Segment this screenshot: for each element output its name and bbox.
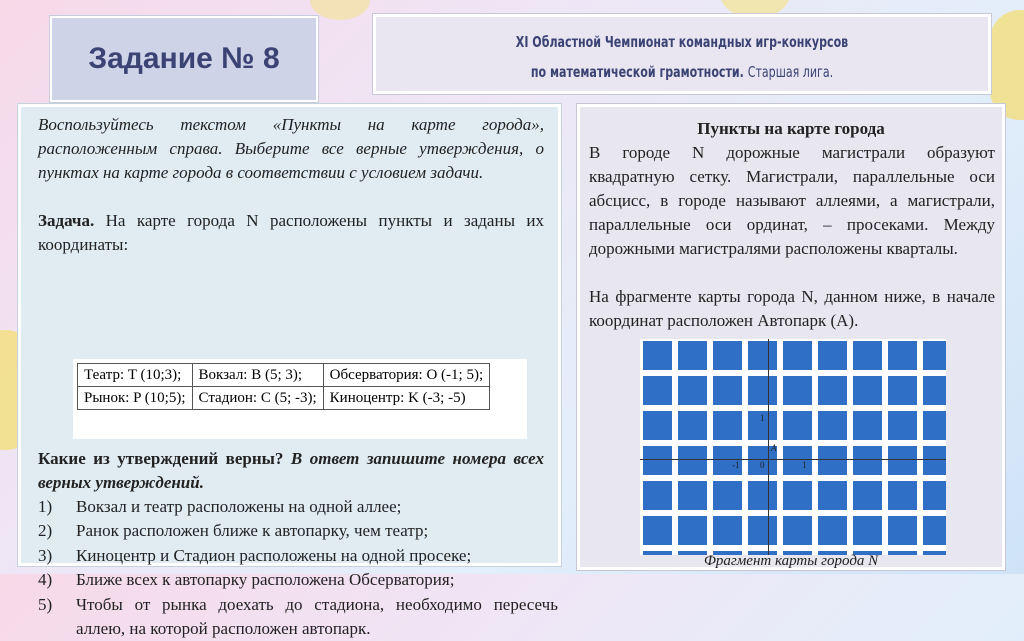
list-item [38, 519, 558, 543]
item-text: Ближе всех к автопарку расположена Обсерватория; [76, 570, 455, 590]
map-caption: Фрагмент карты города N [703, 553, 879, 569]
city-block [678, 516, 707, 545]
origin-label: 0 [760, 460, 765, 470]
city-block [818, 341, 847, 370]
header-line2 [431, 63, 933, 81]
city-block [923, 376, 946, 405]
city-block [643, 481, 672, 510]
table-cell: Вокзал: B (5; 3); [192, 364, 323, 387]
city-block [678, 376, 707, 405]
list-item [38, 568, 558, 592]
city-block [888, 446, 917, 475]
table-cell: Стадион: C (5; -3); [192, 387, 323, 410]
league-label: Старшая лига. [747, 63, 834, 81]
list-item [38, 495, 558, 519]
city-block [713, 341, 742, 370]
city-block [678, 411, 707, 440]
city-block [783, 516, 812, 545]
city-block [783, 411, 812, 440]
task-text: На карте города N расположены пункты и заданы их координаты: [38, 211, 545, 254]
city-block [853, 341, 882, 370]
item-number: 1) [38, 497, 53, 516]
info-paragraph-2: На фрагменте карты города N, данном ниже, в начале координат расположен Автопарк (А). [589, 287, 995, 330]
task-number-card [50, 16, 318, 102]
y-axis-line [768, 339, 769, 555]
city-block [818, 516, 847, 545]
table-row [78, 387, 490, 410]
city-block [853, 481, 882, 510]
item-number: 5) [38, 594, 53, 614]
city-block [643, 516, 672, 545]
city-block [923, 411, 946, 440]
task-statement [38, 209, 544, 257]
city-block [783, 376, 812, 405]
header-line1: XI Областной Чемпионат командных игр-конкурсов [515, 33, 849, 51]
championship-header [373, 14, 991, 94]
city-block [818, 481, 847, 510]
city-block [853, 446, 882, 475]
x-tick-label-pos: 1 [802, 460, 807, 470]
table-cell: Театр: T (10;3); [78, 364, 193, 387]
coordinates-table [77, 363, 490, 410]
city-block [818, 376, 847, 405]
city-block [783, 446, 812, 475]
city-block [853, 411, 882, 440]
autopark-label: A [771, 443, 777, 453]
city-block [888, 341, 917, 370]
list-item [38, 593, 558, 641]
list-item [38, 544, 558, 568]
decor-bubble [310, 0, 370, 20]
city-block [713, 516, 742, 545]
city-map-fragment [640, 339, 946, 555]
city-block [713, 481, 742, 510]
question-italic: В ответ запишите номера всех верных утверждений. [38, 449, 544, 492]
city-block [748, 341, 777, 370]
city-block [923, 481, 946, 510]
table-cell: Киноцентр: K (-3; -5) [323, 387, 489, 410]
city-map-info-card [577, 104, 1005, 570]
item-text: Киноцентр и Стадион расположены на одной просеке; [76, 545, 472, 565]
question-bold: Какие из утверждений верны? [38, 449, 284, 468]
x-axis-line [640, 459, 946, 460]
table-cell: Рынок: P (10;5); [78, 387, 193, 410]
city-block [818, 446, 847, 475]
item-text: Ранок расположен ближе к автопарку, чем театр; [76, 521, 429, 541]
city-block [923, 446, 946, 475]
info-paragraph-1: В городе N дорожные магистрали образуют квадратную сетку. Магистрали, параллельные оси абсцисс, в городе называют аллеями, а магистрали, параллельные оси ординат, – просеками. Между дорожными магистралями расположены кварталы. [589, 143, 995, 258]
city-block [678, 341, 707, 370]
x-tick-label-neg: -1 [732, 460, 740, 470]
task-label: Задача. [38, 211, 95, 230]
city-block [748, 516, 777, 545]
city-block [783, 341, 812, 370]
city-block [643, 341, 672, 370]
city-block [923, 341, 946, 370]
city-block [888, 376, 917, 405]
city-block [783, 481, 812, 510]
item-text: Чтобы от рынка доехать до стадиона, необходимо пересечь аллею, на которой расположен автопарк. [76, 594, 558, 639]
intro-text: Воспользуйтесь текстом «Пункты на карте города», расположенным справа. Выберите все верные утверждения, о пунктах на карте города в соответствии с условием задачи. [38, 115, 544, 182]
city-block [678, 481, 707, 510]
coordinates-table-wrap [73, 359, 527, 439]
table-row [78, 364, 490, 387]
statements-list [38, 495, 558, 641]
city-block [818, 411, 847, 440]
city-block [853, 516, 882, 545]
item-text: Вокзал и театр расположены на одной аллее; [76, 497, 402, 516]
y-tick-label: 1 [760, 413, 765, 423]
city-block [888, 516, 917, 545]
city-block [748, 376, 777, 405]
city-block [713, 376, 742, 405]
item-number: 3) [38, 545, 53, 565]
city-block [678, 446, 707, 475]
city-block [713, 411, 742, 440]
city-block [923, 516, 946, 545]
city-block [888, 411, 917, 440]
city-block [853, 376, 882, 405]
table-cell: Обсерватория: O (-1; 5); [323, 364, 489, 387]
question-text [38, 447, 544, 495]
item-number: 2) [38, 521, 53, 541]
info-title: Пункты на карте города [697, 119, 885, 138]
header-line2-text: по математической грамотности. [530, 63, 744, 81]
city-block [888, 481, 917, 510]
item-number: 4) [38, 570, 53, 590]
task-text-card [18, 104, 561, 639]
task-title: Задание № 8 [88, 42, 280, 75]
city-block [643, 446, 672, 475]
city-block [748, 481, 777, 510]
city-block [643, 411, 672, 440]
city-block [643, 376, 672, 405]
